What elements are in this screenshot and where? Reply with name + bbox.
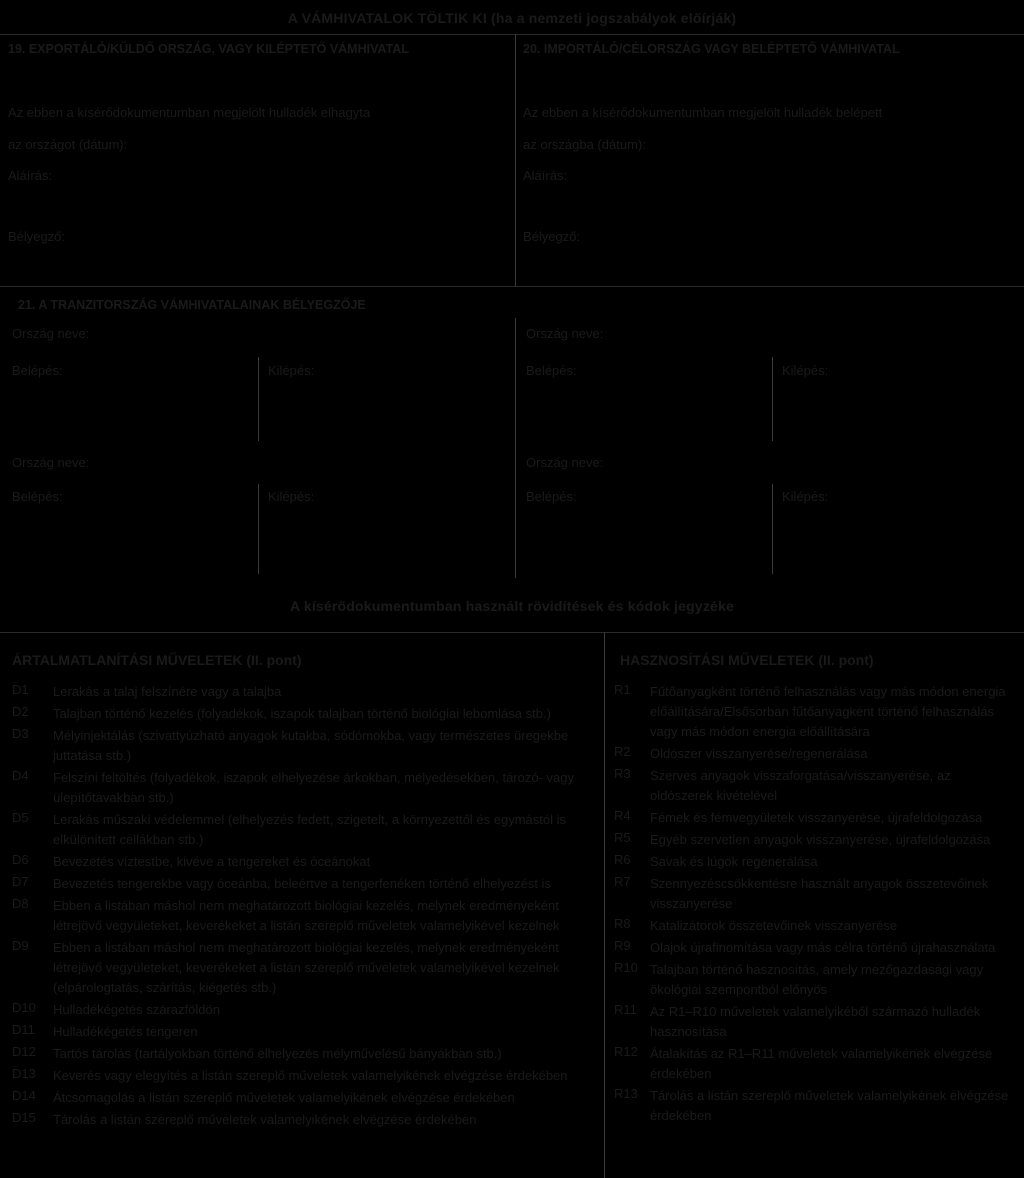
operation-description: Savak és lúgok regenerálása: [650, 854, 818, 869]
operation-code: R12: [614, 1044, 638, 1059]
operation-code: R13: [614, 1086, 638, 1101]
disposal-operation-item: [12, 1000, 602, 1022]
disposal-operation-item: [12, 852, 602, 874]
divider: [0, 34, 1024, 35]
operation-code: D15: [12, 1110, 36, 1125]
divider: [515, 318, 516, 578]
operation-description: Felszíni feltöltés (folyadékok, iszapok elhelyezése árkokban, mélyedésekben, tározó- vagy ülepítőtavakban stb.): [53, 770, 574, 805]
recovery-operation-item: [614, 682, 1014, 744]
divider: [772, 484, 773, 574]
disposal-operation-item: [12, 938, 602, 1000]
recovery-operations-list: [614, 682, 1014, 1128]
transit-entry-field[interactable]: Belépés:: [526, 363, 577, 378]
operation-code: R9: [614, 938, 631, 953]
recovery-operation-item: [614, 830, 1014, 852]
divider: [515, 34, 516, 286]
operation-description: Keverés vagy elegyítés a listán szereplő műveletek valamelyikének elvégzése érdekében: [53, 1068, 568, 1083]
operation-code: R8: [614, 916, 631, 931]
disposal-operation-item: [12, 704, 602, 726]
disposal-operations-list: [12, 682, 602, 1132]
operation-description: Lerakás a talaj felszínére vagy a talajba: [53, 684, 282, 699]
transit-entry-field[interactable]: Belépés:: [12, 363, 63, 378]
operation-code: R5: [614, 830, 631, 845]
transit-exit-field[interactable]: Kilépés:: [782, 489, 829, 504]
operation-description: Bevezetés víztestbe, kivéve a tengereket és óceánokat: [53, 854, 371, 869]
transit-country-name-field[interactable]: Ország neve:: [12, 455, 90, 470]
operation-code: D8: [12, 896, 29, 911]
disposal-operation-item: [12, 1044, 602, 1066]
disposal-operation-item: [12, 874, 602, 896]
recovery-operation-item: [614, 1044, 1014, 1086]
operation-description: Mélyinjektálás (szivattyúzható anyagok kutakba, sódómokba, vagy természetes üregekbe juttatása stb.): [53, 728, 569, 763]
disposal-operation-item: [12, 682, 602, 704]
operation-code: R3: [614, 766, 631, 781]
abbreviations-title: A kísérődokumentumban használt rövidítések és kódok jegyzéke: [289, 598, 735, 614]
disposal-operation-item: [12, 896, 602, 938]
operation-description: Az R1–R10 műveletek valamelyikéből származó hulladék hasznosítása: [650, 1004, 981, 1039]
operation-description: Szennyezéscsökkentésre használt anyagok összetevőinek visszanyerése: [650, 876, 989, 911]
operation-description: Szerves anyagok visszaforgatása/visszanyerése, az oldószerek kivételével: [650, 768, 951, 803]
operation-code: D11: [12, 1022, 35, 1037]
page-title: A VÁMHIVATALOK TÖLTIK KI (ha a nemzeti jogszabályok előírják): [287, 10, 737, 26]
disposal-operation-item: [12, 810, 602, 852]
transit-country-name-field[interactable]: Ország neve:: [526, 455, 604, 470]
operation-description: Ebben a listában máshol nem meghatározott biológiai kezelés, melynek eredményeként létrejövő vegyületeket, keverékeket a listán szereplő műveletek valamelyikével kezelnek: [53, 898, 560, 933]
operation-description: Hulladékégetés szárazföldön: [53, 1002, 220, 1017]
divider: [258, 357, 259, 441]
recovery-operation-item: [614, 1002, 1014, 1044]
divider: [258, 484, 259, 574]
disposal-operation-item: [12, 1022, 602, 1044]
disposal-operation-item: [12, 1088, 602, 1110]
recovery-operations-title: HASZNOSÍTÁSI MŰVELETEK (II. pont): [620, 652, 874, 668]
operation-description: Fűtőanyagként történő felhasználás vagy más módon energia előállítására/Elsősorban fűtőanyagként történő felhasználás vagy más módon energia előállítására: [650, 684, 1006, 739]
divider: [772, 357, 773, 441]
transit-country-name-field[interactable]: Ország neve:: [526, 326, 604, 341]
disposal-operations-title: ÁRTALMATLANÍTÁSI MŰVELETEK (II. pont): [12, 652, 302, 668]
disposal-operation-item: [12, 1066, 602, 1088]
operation-description: Katalizátorok összetevőinek visszanyerése: [650, 918, 898, 933]
operation-description: Tárolás a listán szereplő műveletek valamelyikének elvégzése érdekében: [53, 1112, 477, 1127]
operation-code: D5: [12, 810, 29, 825]
operation-code: D9: [12, 938, 29, 953]
recovery-operation-item: [614, 916, 1014, 938]
recovery-operation-item: [614, 744, 1014, 766]
transit-exit-field[interactable]: Kilépés:: [782, 363, 829, 378]
box-19-signature-field[interactable]: Aláírás:: [8, 168, 53, 183]
operation-code: R10: [614, 960, 638, 975]
divider: [0, 632, 1024, 633]
box-20-date-field[interactable]: az országba (dátum):: [523, 137, 646, 152]
disposal-operation-item: [12, 768, 602, 810]
recovery-operation-item: [614, 874, 1014, 916]
box-20-stamp-field[interactable]: Bélyegző:: [523, 229, 581, 244]
recovery-operation-item: [614, 938, 1014, 960]
operation-code: R7: [614, 874, 631, 889]
operation-code: R11: [614, 1002, 637, 1017]
transit-country-name-field[interactable]: Ország neve:: [12, 326, 90, 341]
box-19-date-field[interactable]: az országot (dátum):: [8, 137, 128, 152]
disposal-operation-item: [12, 1110, 602, 1132]
transit-exit-field[interactable]: Kilépés:: [268, 489, 315, 504]
recovery-operation-item: [614, 808, 1014, 830]
operation-code: D7: [12, 874, 29, 889]
divider: [0, 286, 1024, 287]
operation-description: Lerakás műszaki védelemmel (elhelyezés fedett, szigetelt, a környezettől és egymástól is elkülönített cellákban stb.): [53, 812, 567, 847]
operation-code: R2: [614, 744, 631, 759]
operation-description: Hulladékégetés tengeren: [53, 1024, 198, 1039]
box-20-signature-field[interactable]: Aláírás:: [523, 168, 568, 183]
operation-code: R4: [614, 808, 631, 823]
operation-description: Talajban történő hasznosítás, amely mezőgazdasági vagy ökológiai szempontból előnyös: [650, 962, 984, 997]
recovery-operation-item: [614, 852, 1014, 874]
recovery-operation-item: [614, 1086, 1014, 1128]
box-20-text-line1: Az ebben a kísérődokumentumban megjelölt hulladék belépett: [523, 105, 883, 120]
transit-exit-field[interactable]: Kilépés:: [268, 363, 315, 378]
operation-description: Olajok újrafinomítása vagy más célra történő újrahasználata: [650, 940, 996, 955]
operation-code: D10: [12, 1000, 36, 1015]
disposal-operation-item: [12, 726, 602, 768]
operation-code: D6: [12, 852, 29, 867]
operation-description: Talajban történő kezelés (folyadékok, iszapok talajban történő biológiai lebomlása stb.): [53, 706, 551, 721]
operation-description: Ebben a listában máshol nem meghatározott biológiai kezelés, melynek eredményeként létrejövő vegyületeket, keverékeket a listán szereplő műveletek valamelyikével kezelnek (elpárologtatás, szárítás, kiégetés stb.): [53, 940, 560, 995]
operation-code: D4: [12, 768, 29, 783]
operation-description: Átcsomagolás a listán szereplő műveletek valamelyikének elvégzése érdekében: [53, 1090, 515, 1105]
recovery-operation-item: [614, 960, 1014, 1002]
operation-description: Tárolás a listán szereplő műveletek valamelyikének elvégzése érdekében: [650, 1088, 1009, 1123]
operation-code: R1: [614, 682, 631, 697]
operation-description: Oldószer visszanyerése/regenerálása: [650, 746, 868, 761]
operation-description: Átalakítás az R1–R11 műveletek valamelyikének elvégzése érdekében: [650, 1046, 993, 1081]
operation-code: D2: [12, 704, 29, 719]
operation-code: R6: [614, 852, 631, 867]
operation-code: D14: [12, 1088, 36, 1103]
operation-code: D3: [12, 726, 29, 741]
operation-code: D13: [12, 1066, 36, 1081]
operation-description: Fémek és fémvegyületek visszanyerése, újrafeldolgozása: [650, 810, 983, 825]
operation-code: D12: [12, 1044, 36, 1059]
operation-description: Egyéb szervetlen anyagok visszanyerése, újrafeldolgozása: [650, 832, 991, 847]
box-19-label: 19. EXPORTÁLÓ/KÜLDŐ ORSZÁG, VAGY KILÉPTETŐ VÁMHIVATAL: [8, 42, 409, 56]
operation-description: Tartós tárolás (tartályokban történő elhelyezés mélyművelésű bányákban stb.): [53, 1046, 502, 1061]
box-21-label: 21. A TRANZITORSZÁG VÁMHIVATALAINAK BÉLYEGZŐJE: [18, 298, 366, 312]
transit-entry-field[interactable]: Belépés:: [12, 489, 63, 504]
box-19-stamp-field[interactable]: Bélyegző:: [8, 229, 66, 244]
transit-entry-field[interactable]: Belépés:: [526, 489, 577, 504]
operation-code: D1: [12, 682, 29, 697]
recovery-operation-item: [614, 766, 1014, 808]
box-19-text-line1: Az ebben a kísérődokumentumban megjelölt hulladék elhagyta: [8, 105, 371, 120]
operation-description: Bevezetés tengerekbe vagy óceánba, beleértve a tengerfenéken történő elhelyezést is: [53, 876, 551, 891]
box-20-label: 20. IMPORTÁLÓ/CÉLORSZÁG VAGY BELÉPTETŐ VÁMHIVATAL: [523, 42, 900, 56]
